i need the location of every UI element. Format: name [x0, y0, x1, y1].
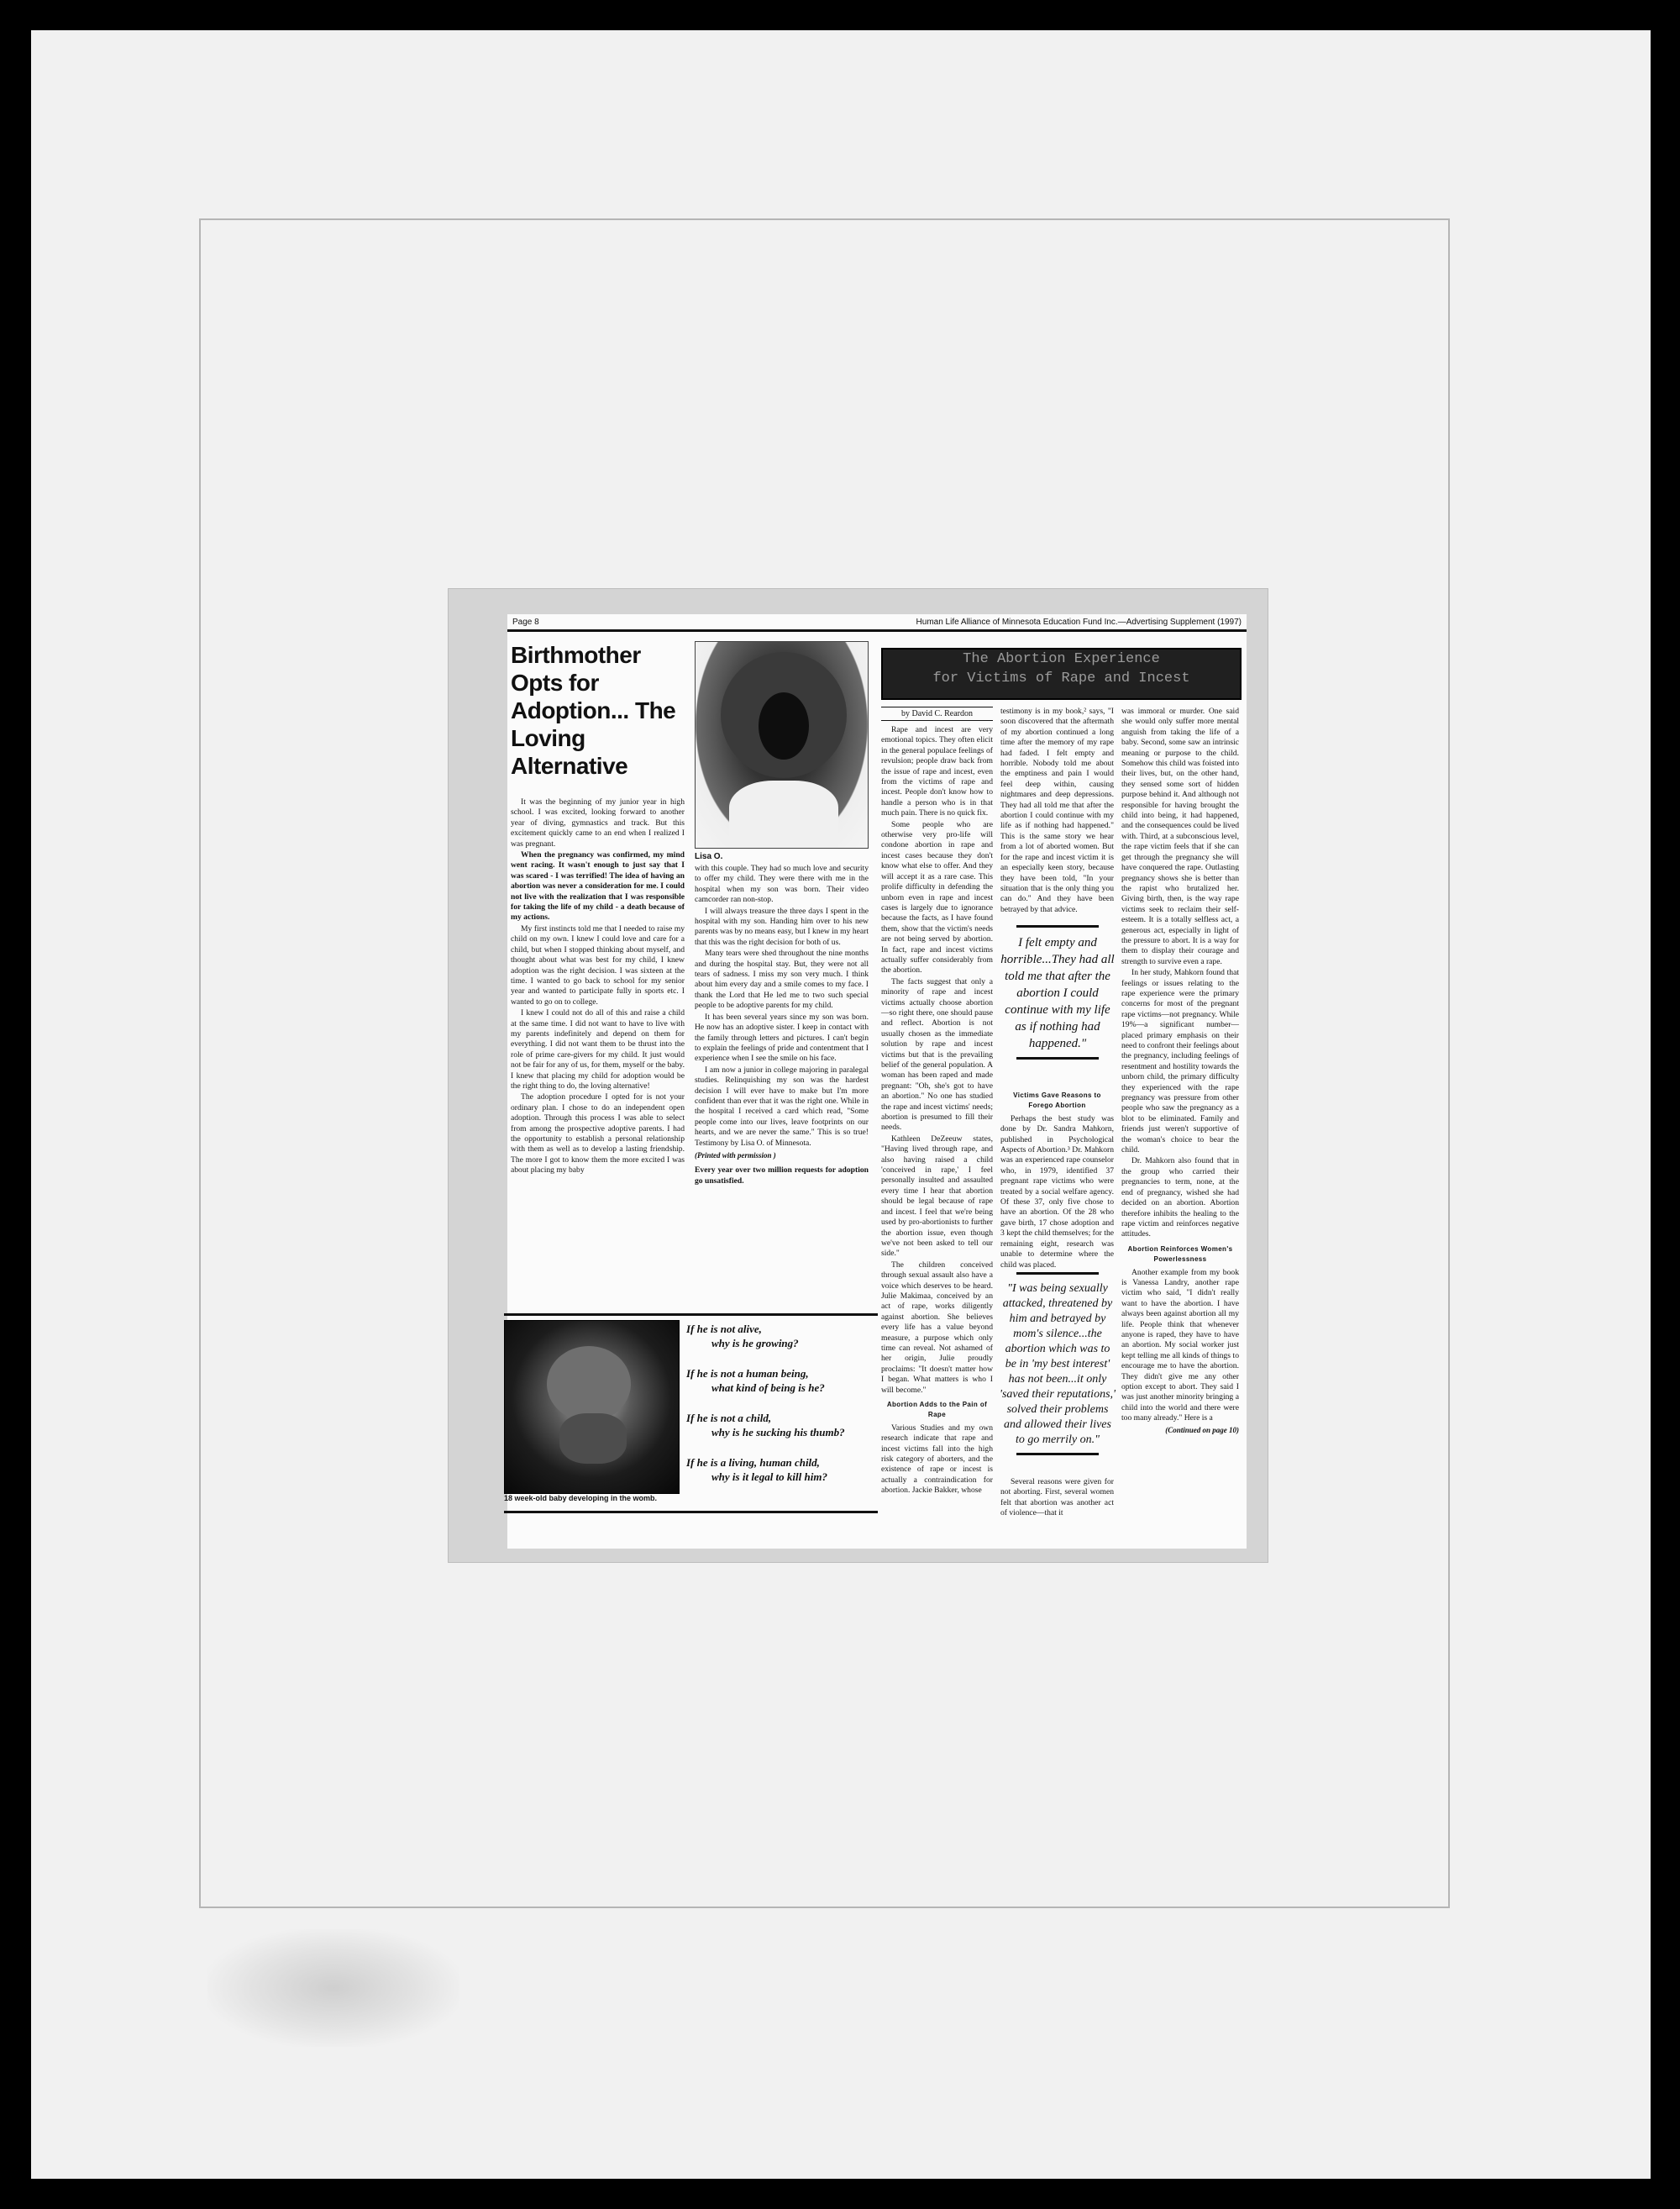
portrait-photo: [695, 641, 869, 849]
subheading: Victims Gave Reasons to Forego Abortion: [1013, 1091, 1101, 1110]
question-line: If he is not a human being,: [686, 1367, 809, 1380]
question-line: If he is not alive,: [686, 1323, 762, 1335]
pull-quote-1: [999, 925, 1116, 1060]
question-line: If he is a living, human child,: [686, 1456, 820, 1469]
paragraph: Dr. Mahkorn also found that in the group who carried their pregnancies to term, none, at the end of pregnancy, wished she had decided on an abortion. Abortion therefore inhibits the healing to the rape victim and reinforces negative attitudes.: [1121, 1156, 1239, 1239]
pull-quote-text: "I was being sexually attacked, threatened by him and betrayed by mom's silence...the abortion which was to be in 'my best interest' has not been...it only 'saved their reputations,' solved their problems and allowed their lives to go merrily on.": [999, 1282, 1116, 1446]
question-line: why is he sucking his thumb?: [711, 1426, 845, 1438]
banner-line: for Victims of Rape and Incest: [932, 671, 1190, 686]
paragraph: I am now a junior in college majoring in paralegal studies. Relinquishing my son was the hardest decision I will ever have to make but I'm more confident than ever that it was the right one. While in the hospital I received a card which read, "Some people come into our lives, leave footprints on our hearts, and we are never the same." This is so true! Testimony by Lisa O. of Minnesota.: [695, 1065, 869, 1148]
fetus-caption: 18 week-old baby developing in the womb.: [504, 1494, 658, 1502]
section-rule: [504, 1313, 878, 1316]
pull-quote-2: [999, 1272, 1116, 1455]
newspaper-clipping: [448, 588, 1268, 1563]
subheading: Abortion Reinforces Women's Powerlessness: [1127, 1244, 1233, 1264]
article1-column-1: [511, 797, 685, 1177]
paragraph: The adoption procedure I opted for is not your ordinary plan. I chose to do an independent open adoption. Through this process I was able to select from among the prospective adoptive parents. I had the opportunity to establish a personal relationship with them as well as to develop a lasting friendship. The more I got to know them the more excited I was about placing my baby: [511, 1092, 685, 1176]
header-rule: [507, 629, 1247, 632]
section-rule: [504, 1511, 878, 1513]
photo-caption: Lisa O.: [695, 852, 723, 861]
paragraph: Various Studies and my own research indicate that rape and incest victims fall into the high risk category of aborters, and the existence of rape or incest is actually a contraindication for abortion. Jackie Bakker, whose: [881, 1423, 993, 1496]
question: [686, 1322, 879, 1350]
rhetorical-questions: [686, 1322, 879, 1500]
article2-banner: [881, 648, 1242, 700]
paragraph: Another example from my book is Vanessa Landry, another rape victim who said, "I didn't really want to have the abortion. I have always been against abortion all my life. People think that whenever anyone is raped, they have to have an abortion. My social worker just kept telling me all kinds of things to encourage me to have the abortion. They didn't give me any other option except to abort. They said I was just another minority bringing a child into the world and there were too many already." Here is a: [1121, 1267, 1239, 1423]
question-line: why is it legal to kill him?: [711, 1470, 827, 1483]
question: [686, 1455, 879, 1484]
article2-column-3: [1121, 707, 1239, 1435]
subheading: Abortion Adds to the Pain of Rape: [886, 1401, 988, 1419]
paragraph: testimony is in my book,² says, "I soon discovered that the aftermath of my abortion continued a long time after the memory of my rape had faded. I felt empty and horrible. Nobody told me about the emptiness and pain I would feel deep within, causing nightmares and deep depressions. They had all told me that after the abortion I could continue with my life as if nothing had happened." This is the same story we hear from a lot of aborted women. But for the rape and incest victim it is an especially keen story, because they have been told, "In your situation that is the only thing you can do." And they have been betrayed by that advice.: [1000, 707, 1114, 914]
paragraph: My first instincts told me that I needed to raise my child on my own. I knew I could love and care for a child, but when I stopped thinking about myself, and thought about what was best for my child, I knew adoption was the right decision. I was sixteen at the time. I wanted to go back to school for my senior year and wanted to participate fully in sports etc. I wanted to go on to college.: [511, 923, 685, 1007]
continued-note: (Continued on page 10): [1165, 1425, 1239, 1434]
article2-column-2c: [1000, 1477, 1114, 1520]
pull-quote-rule: [1016, 925, 1099, 928]
paragraph: It has been several years since my son was born. He now has an adoptive sister. I keep in contact with the family through letters and pictures. I can't begin to explain the feelings of pride and contentment that I experience when I see the smile on his face.: [695, 1012, 869, 1064]
paragraph: The children conceived through sexual assault also have a voice which deserves to be heard. Julie Makimaa, conceived by an act of rape, works diligently against abortion. She believes every life has a value beyond measure, a purpose which only time can reveal. Not ashamed of her origin, Julie proudly proclaims: "It doesn't matter how I began. What matters is who I will become.": [881, 1260, 993, 1395]
photo-fetus-head: [547, 1346, 631, 1422]
article2-column-2: [1000, 707, 1114, 916]
paragraph: Kathleen DeZeeuw states, "Having lived through rape, and also having raised a child 'conceived in rape,' I feel personally insulted and assaulted every time I hear that abortion should be legal because of rape and incest. I feel that we're being used by pro-abortionists to further the abortion issue, even though we've not been asked to tell our side.": [881, 1133, 993, 1259]
question-line: why is he growing?: [711, 1337, 799, 1349]
article1-column-2: [695, 864, 869, 1187]
paragraph: Several reasons were given for not aborting. First, several women felt that abortion was another act of violence—that it: [1000, 1477, 1114, 1518]
paragraph: was immoral or murder. One said she would only suffer more mental anguish from taking the life of a baby. Second, some saw an intrinsic meaning or purpose to the child. Somehow this child was foisted into their lives, but, on the other hand, they sensed some sort of hidden purpose behind it. And although not responsible for having brought the child into being, it had happened, and the consequences could be lived with. Third, at a subconscious level, the rape victim feels that if she can get through the pregnancy she will have conquered the rape. Outlasting pregnancy shows she is better than the rapist who brutalized her. Giving birth, then, is the way rape victims seek to reclaim their self-esteem. It is a totally selfless act, a generous act, especially in light of the pressure to abort. It is a way for them to display their courage and strength to survive even a rape.: [1121, 707, 1239, 966]
article2-column-1: [881, 725, 993, 1497]
paragraph: I knew I could not do all of this and raise a child at the same time. I did not want to have to live with my parents indefinitely and depend on them for everything. I did not want them to be thrust into the role of prime care-givers for my child. It just would not be fair for any of us, for them, myself or the baby. I knew that placing my child for adoption would be the right thing to do, the loving alternative!: [511, 1008, 685, 1091]
paragraph: Rape and incest are very emotional topics. They often elicit in the general populace feelings of revulsion; people draw back from the issue of rape and incest, even from the victims of rape and incest. People don't know how to handle a person who is in that much pain. There is no quick fix.: [881, 725, 993, 818]
page-header: [507, 616, 1247, 629]
paragraph: with this couple. They had so much love and security to offer my child. They were there with me in the hospital when my son was born. Their video camcorder ran non-stop.: [695, 864, 869, 905]
fetus-photo: [504, 1320, 680, 1494]
photo-face: [759, 692, 809, 760]
paragraph: When the pregnancy was confirmed, my mind went racing. It wasn't enough to just say that I was scared - I was terrified! The idea of having an abortion was never a consideration for me. I could not live with the realization that I was responsible for taking the life of my child - a death because of my actions.: [511, 850, 685, 923]
photo-fetus-body: [559, 1413, 627, 1464]
page-number: Page 8: [512, 618, 539, 627]
scan-smudge: [207, 1929, 459, 2047]
question: [686, 1366, 879, 1395]
question: [686, 1411, 879, 1439]
article-title: Birthmother Opts for Adoption... The Loving Alternative: [511, 642, 676, 779]
pull-quote-rule: [1016, 1272, 1099, 1275]
pull-quote-text: I felt empty and horrible...They had all told me that after the abortion I could continue with my life as if nothing had happened.": [1000, 936, 1115, 1050]
photo-shirt: [729, 781, 838, 848]
paragraph: I will always treasure the three days I spent in the hospital with my son. Handing him over to his new parents was by no means easy, but I knew in my heart that this was the right decision for both of us.: [695, 906, 869, 947]
permission-note: (Printed with permission ): [695, 1150, 776, 1160]
banner-line: The Abortion Experience: [963, 651, 1160, 667]
closing-statement: Every year over two million requests for adoption go unsatisfied.: [695, 1165, 869, 1186]
pull-quote-rule: [1016, 1453, 1099, 1455]
paragraph: Some people who are otherwise very pro-life will condone abortion in rape and incest cases because they don't know what else to offer. And they will accept it as a rare case. This prolife difficulty in defending the unborn even in rape and incest cases is largely due to ignorance because the facts, as I have found them, show that the victim's needs are not being served by abortion. In fact, rape and incest victims actually suffer considerably from the abortion.: [881, 819, 993, 976]
paragraph: Perhaps the best study was done by Dr. Sandra Mahkorn, published in Psychological Aspects of Abortion.³ Dr. Mahkorn was an experienced rape counselor who, in 1979, identified 37 pregnant rape victims who were treated by a social welfare agency. Of these 37, only five chose to have an abortion. Of the 28 who gave birth, 17 chose adoption and 3 kept the child themselves; for the remaining eight, research was unable to determine where the child was placed.: [1000, 1113, 1114, 1270]
paragraph: In her study, Mahkorn found that feelings or issues relating to the rape experience were the primary concerns for most of the pregnant rape victims—not pregnancy. While 19%—a significant number—placed primary emphasis on their need to confront their feelings about the pregnancy, including feelings of resentment and hostility towards the unborn child, the primary difficulty they experienced with the rape pregnancy was pressure from other people who saw the pregnancy as a blot to be eliminated. Family and friends just weren't supportive of the woman's choice to bear the child.: [1121, 968, 1239, 1155]
publication-line: Human Life Alliance of Minnesota Education Fund Inc.—Advertising Supplement (1997): [916, 618, 1242, 627]
question-line: If he is not a child,: [686, 1412, 772, 1424]
paragraph: The facts suggest that only a minority of rape and incest victims actually choose abortion—so right there, one should pause and reflect. Abortion is not usually chosen as the immediate solution by rape and incest victims but that is the prevailing belief of the general population. A woman has been raped and made pregnant: "Oh, she's got to have an abortion." No one has studied the rape and incest victims' needs; abortion is presumed to fill their needs.: [881, 976, 993, 1133]
pull-quote-rule: [1016, 1057, 1099, 1060]
paragraph: It was the beginning of my junior year in high school. I was excited, looking forward to another year of diving, gymnastics and track. But this excitement quickly came to an end when I realized I was pregnant.: [511, 797, 685, 849]
byline: by David C. Reardon: [881, 707, 993, 721]
question-line: what kind of being is he?: [711, 1381, 825, 1394]
paragraph: Many tears were shed throughout the nine months and during the hospital stay. But, they were not all tears of sadness. I miss my son very much. I think about him every day and a smile comes to my face. I thank the Lord that He led me to two such special people to be adoptive parents for my child.: [695, 949, 869, 1011]
article2-column-2b: [1000, 1086, 1114, 1271]
